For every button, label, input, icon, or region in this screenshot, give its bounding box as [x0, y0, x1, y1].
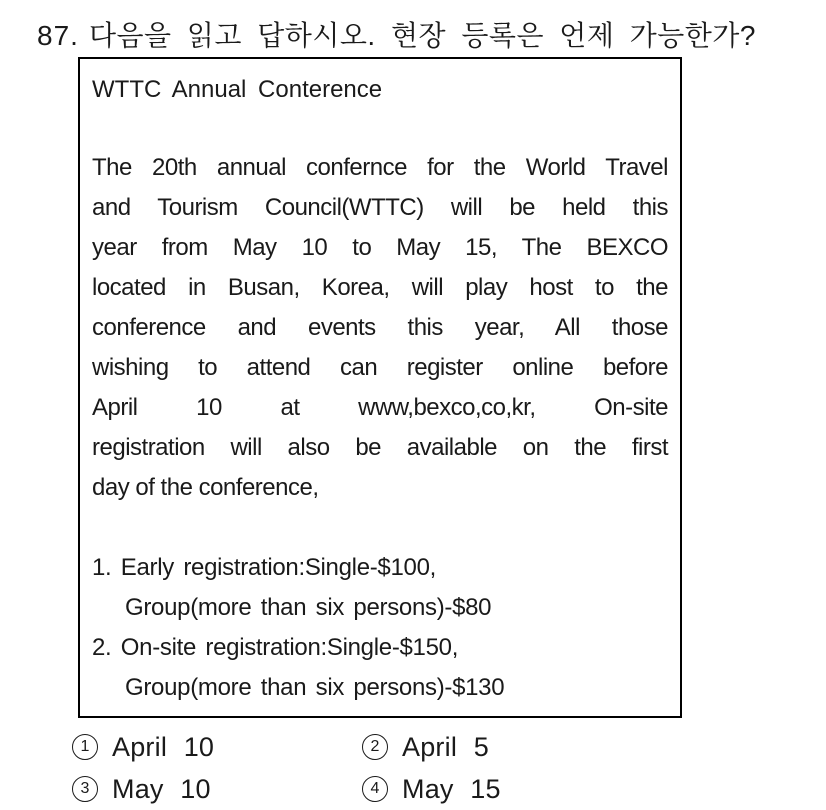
fee-list-line: Group(more than six persons)-$130 — [125, 674, 505, 701]
passage-line: wishing to attend can register online before — [92, 354, 668, 381]
passage-line: April 10 at www,bexco,co,kr, On-site — [92, 394, 668, 421]
answer-option[interactable] — [362, 768, 501, 810]
option-number-badge: 4 — [362, 776, 388, 802]
question-text: 다음을 읽고 답하시오. 현장 등록은 언제 가능한가? — [88, 20, 756, 51]
question-header — [37, 14, 756, 54]
passage-line: day of the conference, — [92, 474, 319, 501]
fee-list-line: Group(more than six persons)-$80 — [125, 594, 492, 621]
passage-box — [78, 57, 682, 718]
fee-list-line: 2. On-site registration:Single-$150, — [92, 634, 459, 661]
passage-line: year from May 10 to May 15, The BEXCO — [92, 234, 668, 261]
option-number-badge: 1 — [72, 734, 98, 760]
passage-line: conference and events this year, All those — [92, 314, 668, 341]
answer-option[interactable] — [72, 768, 362, 810]
option-label: May 15 — [402, 773, 501, 804]
option-label: April 10 — [112, 731, 215, 762]
option-number-badge: 3 — [72, 776, 98, 802]
passage-line: located in Busan, Korea, will play host to the — [92, 274, 668, 301]
answer-options — [72, 726, 501, 810]
answer-option[interactable] — [362, 726, 501, 768]
answer-option[interactable] — [72, 726, 362, 768]
question-number: 87. — [37, 20, 79, 51]
fee-list — [92, 548, 668, 708]
passage-line: and Tourism Council(WTTC) will be held this — [92, 194, 668, 221]
passage-title: WTTC Annual Conterence — [92, 76, 383, 103]
passage-line: The 20th annual confernce for the World Travel — [92, 154, 668, 181]
passage-body — [92, 148, 668, 508]
option-number-badge: 2 — [362, 734, 388, 760]
fee-list-line: 1. Early registration:Single-$100, — [92, 554, 436, 581]
passage-line: registration will also be available on the first — [92, 434, 668, 461]
option-label: April 5 — [402, 731, 489, 762]
option-label: May 10 — [112, 773, 211, 804]
